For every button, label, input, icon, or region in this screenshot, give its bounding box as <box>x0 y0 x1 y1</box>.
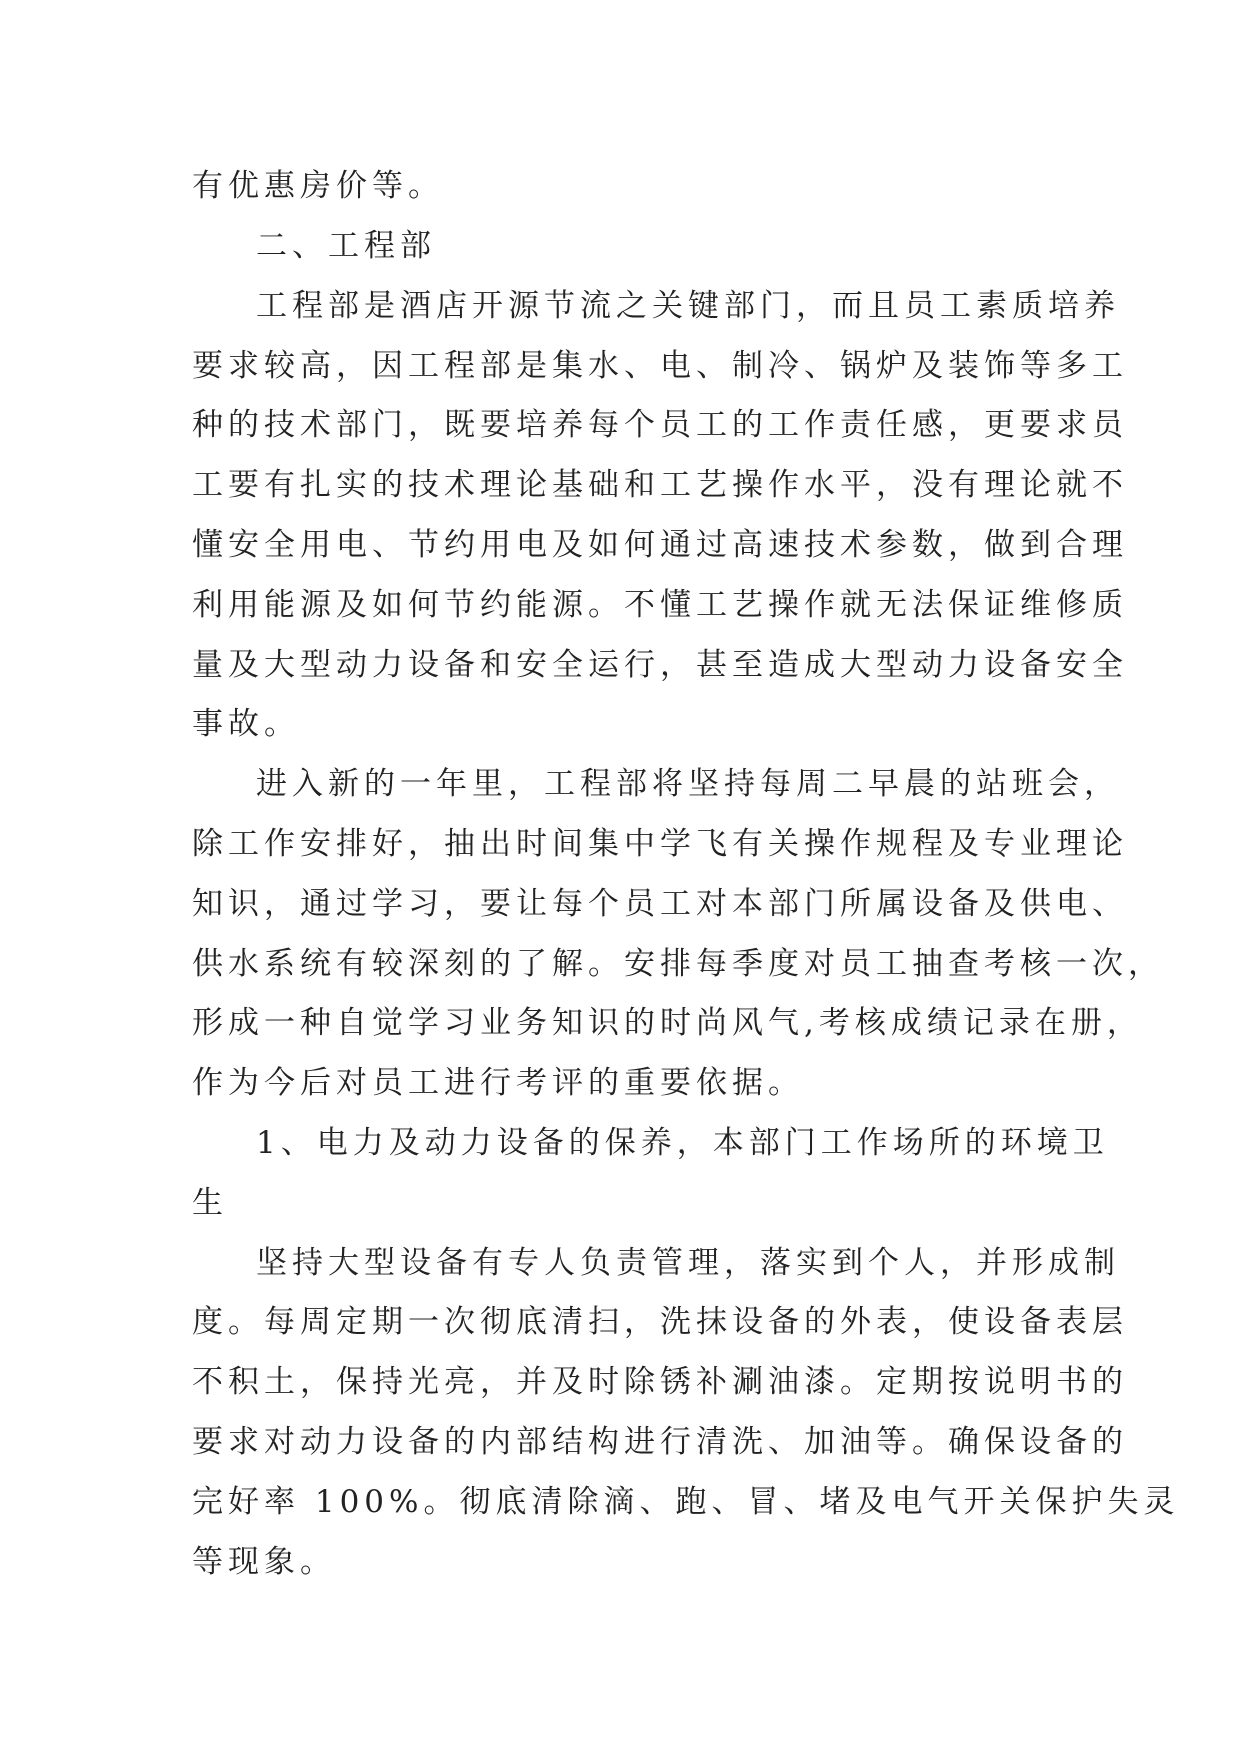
text-line: 要求对动力设备的内部结构进行清洗、加油等。确保设备的 <box>192 1424 1128 1460</box>
subheading-line: 生 <box>192 1185 228 1221</box>
text-line: 量及大型动力设备和安全运行，甚至造成大型动力设备安全 <box>192 647 1128 683</box>
text-line: 坚持大型设备有专人负责管理，落实到个人，并形成制 <box>256 1245 1120 1281</box>
text-line: 种的技术部门，既要培养每个员工的工作责任感，更要求员 <box>192 407 1128 443</box>
subheading-line: 1、电力及动力设备的保养，本部门工作场所的环境卫 <box>256 1125 1109 1161</box>
text-line: 进入新的一年里，工程部将坚持每周二早晨的站班会， <box>256 766 1120 802</box>
text-line: 度。每周定期一次彻底清扫，洗抹设备的外表，使设备表层 <box>192 1304 1128 1340</box>
text-line: 除工作安排好，抽出时间集中学飞有关操作规程及专业理论 <box>192 826 1128 862</box>
text-line: 工要有扎实的技术理论基础和工艺操作水平，没有理论就不 <box>192 467 1128 503</box>
text-line: 事故。 <box>192 706 300 742</box>
section-heading: 二、工程部 <box>256 228 436 264</box>
text-line: 完好率 100%。彻底清除滴、跑、冒、堵及电气开关保护失灵 <box>192 1484 1180 1520</box>
text-line: 工程部是酒店开源节流之关键部门，而且员工素质培养 <box>256 288 1120 324</box>
text-line: 利用能源及如何节约能源。不懂工艺操作就无法保证维修质 <box>192 587 1128 623</box>
text-line: 不积土，保持光亮，并及时除锈补涮油漆。定期按说明书的 <box>192 1364 1128 1400</box>
text-line: 作为今后对员工进行考评的重要依据。 <box>192 1065 804 1101</box>
text-line: 要求较高，因工程部是集水、电、制冷、锅炉及装饰等多工 <box>192 348 1128 384</box>
text-line: 供水系统有较深刻的了解。安排每季度对员工抽查考核一次， <box>192 946 1164 982</box>
text-line: 形成一种自觉学习业务知识的时尚风气,考核成绩记录在册， <box>192 1005 1143 1041</box>
text-line: 有优惠房价等。 <box>192 168 444 204</box>
text-line: 知识，通过学习，要让每个员工对本部门所属设备及供电、 <box>192 886 1128 922</box>
text-line: 等现象。 <box>192 1544 336 1580</box>
text-line: 懂安全用电、节约用电及如何通过高速技术参数，做到合理 <box>192 527 1128 563</box>
